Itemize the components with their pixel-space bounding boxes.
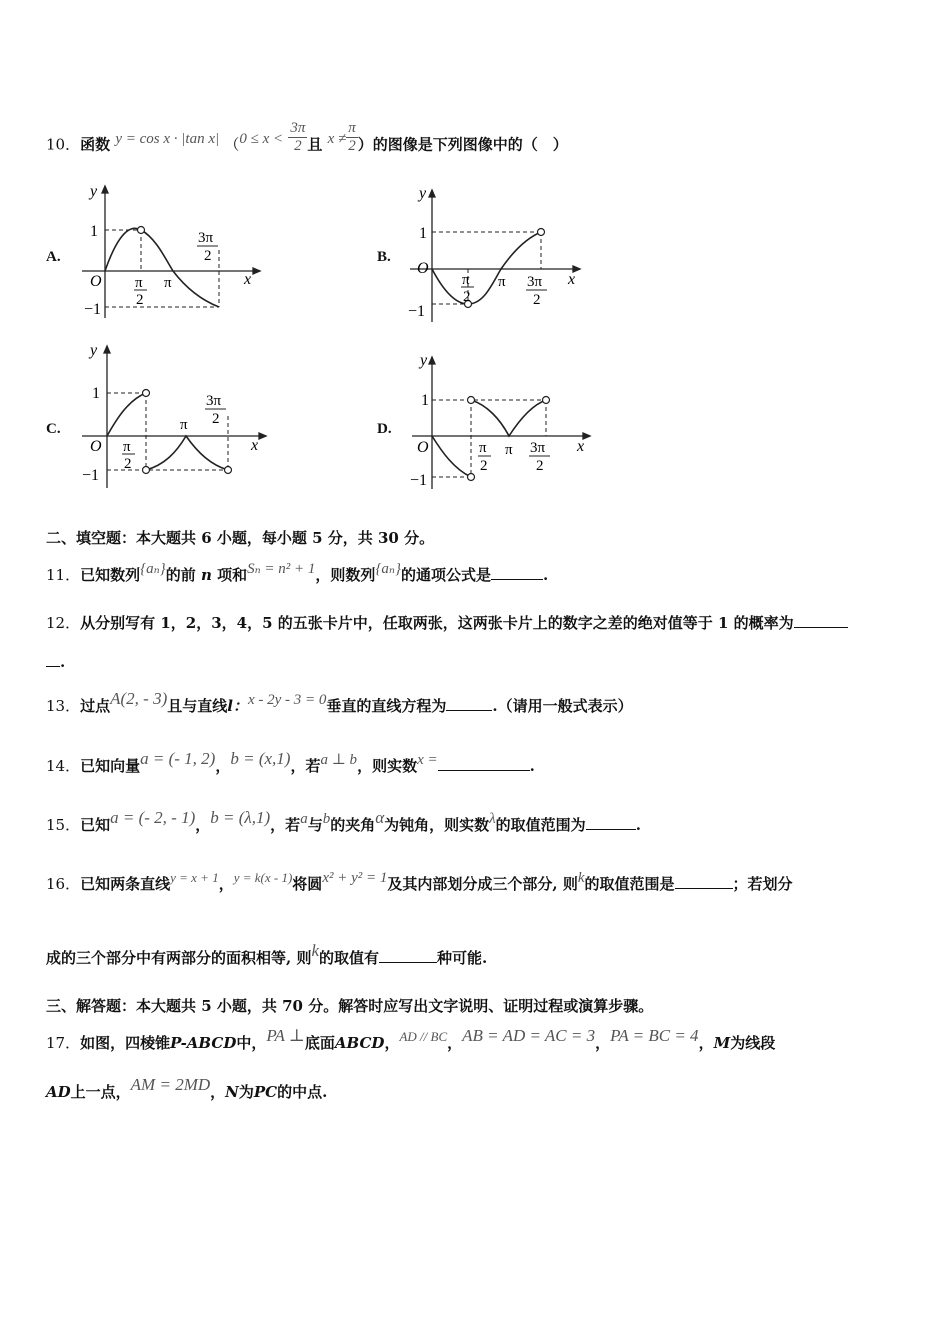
section-3-heading: 三、解答题：本大题共 5 小题，共 70 分。解答时应写出文字说明、证明过程或演算步骤。 [46, 997, 654, 1015]
q11-blank [491, 565, 543, 580]
graph-c-neg-one: −1 [82, 467, 100, 484]
q15-vector-b: b = (λ,1) [210, 808, 271, 827]
q11-line [46, 561, 549, 586]
q15-alpha: α [375, 808, 385, 827]
q17-eq2: PA = BC = 4 [610, 1026, 699, 1045]
q12-line [46, 613, 848, 633]
q15-vector-a: a = (- 2, - 1) [110, 808, 196, 827]
graph-c-pi-half-bot: 2 [124, 456, 132, 472]
q14-number: 14． [46, 757, 81, 775]
q16-line1: y = x + 1 [170, 870, 219, 885]
q16-text-line2: 成的三个部分中有两部分的面积相等, 则 [46, 949, 312, 967]
q10-frac-pi-2: $\frac{\pi}{2}$ [348, 120, 356, 154]
q17-text-l: 的中点. [277, 1083, 328, 1101]
graph-d-3pi-bot: 2 [536, 458, 544, 474]
q17-number: 17． [46, 1034, 81, 1052]
graph-d-origin: O [417, 439, 429, 456]
q13-line-eq: x - 2y - 3 = 0 [247, 692, 327, 708]
graph-d-x-label: x [577, 438, 585, 455]
q10-frac-3pi-2: $\frac{3\pi}{2}$ [290, 120, 306, 154]
q15-text-g: . [635, 816, 641, 834]
q10-and: 且 [307, 135, 323, 154]
q12-number: 12． [46, 614, 81, 632]
q17-pa-perp: PA ⊥ [266, 1026, 305, 1045]
q17-pyramid: P-ABCD [170, 1034, 237, 1052]
graph-a-pi: π [164, 275, 172, 291]
q17-text-i: 上一点， [70, 1083, 131, 1101]
graph-b-y-label: y [419, 185, 427, 202]
graph-c-3pi-top: 3π [206, 393, 222, 409]
graph-c-pi: π [180, 417, 188, 433]
q17-m: M [713, 1034, 731, 1052]
q16-blank-1 [675, 874, 733, 889]
graph-a-3pi-bot: 2 [204, 248, 212, 264]
q17-text-e: ， [447, 1034, 463, 1052]
q17-text-c: 底面 [304, 1034, 335, 1052]
q16-text-d: 的取值范围是 [584, 875, 675, 893]
q12-line-2 [46, 652, 65, 672]
q14-text-a: 已知向量 [80, 757, 141, 775]
graph-b-neg-one: −1 [408, 303, 426, 320]
graph-a-neg-one: −1 [84, 301, 102, 318]
q16-line2: y = k(x - 1) [233, 870, 293, 885]
q15-text-a: 已知 [80, 816, 111, 834]
q15-text-e: 为钝角，则实数 [384, 816, 490, 834]
graph-c-x-label: x [251, 437, 259, 454]
q11-n: n [200, 566, 212, 584]
q14-text-c: ，则实数 [357, 757, 418, 775]
q17-text-k: 为 [238, 1083, 254, 1101]
q11-text-c: 项和 [217, 566, 248, 584]
q15-text-f: 的取值范围为 [495, 816, 586, 834]
q10-text-post: ）的图像是下列图像中的（ ） [357, 135, 568, 154]
graph-c [76, 338, 276, 503]
graph-d-one: 1 [421, 392, 429, 409]
q17-n: N [225, 1083, 239, 1101]
q17-text-f: ， [595, 1034, 611, 1052]
graph-c-one: 1 [92, 385, 100, 402]
q16-text-e: ；若划分 [732, 875, 793, 893]
q13-text-c: 垂直的直线方程为 [326, 697, 447, 715]
q13-text-b: 且与直线 [167, 697, 228, 715]
q16-blank-2 [379, 948, 437, 963]
q11-sn: Sₙ = n² + 1 [247, 561, 316, 577]
q16-text-a: 已知两条直线 [80, 875, 171, 893]
q16-text-b: 将圆 [292, 875, 323, 893]
graph-a [76, 180, 266, 330]
q14-text-d: . [529, 757, 535, 775]
q13-number: 13． [46, 697, 81, 715]
graph-b-one: 1 [419, 225, 427, 242]
option-d-label: D. [377, 421, 392, 437]
graph-a-y-label: y [90, 183, 98, 200]
q12-tail: . [60, 653, 66, 671]
graph-a-3pi-top: 3π [198, 230, 214, 246]
q13-text-a: 过点 [80, 697, 111, 715]
graph-b [402, 180, 592, 330]
q15-sym-a: a [300, 811, 308, 827]
q14-blank [438, 756, 530, 771]
q16-text-f: 的取值有 [319, 949, 380, 967]
graph-a-x-label: x [244, 271, 252, 288]
q12-blank-cont [46, 652, 60, 667]
graph-b-origin: O [417, 260, 429, 277]
q14-comma: ， [215, 757, 231, 775]
q11-seq2: {aₙ} [375, 561, 402, 577]
graph-a-origin: O [90, 273, 102, 290]
q13-line [46, 689, 633, 717]
q15-text-c: 与 [307, 816, 323, 834]
q13-l: l： [227, 697, 248, 715]
q13-blank [446, 696, 492, 711]
q11-seq: {aₙ} [140, 561, 166, 577]
option-b-label: B. [377, 249, 391, 265]
q10-paren-open: （ [224, 135, 240, 154]
q17-pc: PC [253, 1083, 278, 1101]
q15-sym-b: b [322, 811, 331, 827]
q10-number: 10． [46, 135, 81, 154]
q10-cond1: 0 ≤ x < [239, 130, 284, 147]
q11-text-a: 已知数列 [80, 566, 141, 584]
q17-parallel: AD // BC [399, 1029, 448, 1044]
q17-text-j: ， [210, 1083, 226, 1101]
graph-a-one: 1 [90, 223, 98, 240]
q11-text-f: . [543, 566, 549, 584]
q16-k: k [577, 870, 585, 886]
q17-text-a: 如图，四棱锥 [80, 1034, 171, 1052]
q16-line [46, 870, 793, 895]
q16-number: 16． [46, 875, 81, 893]
graph-b-3pi-bot: 2 [533, 292, 541, 308]
graph-d-pi: π [505, 442, 513, 458]
q14-vector-a: a = (- 1, 2) [140, 749, 216, 768]
section-2-heading: 二、填空题：本大题共 6 小题，每小题 5 分，共 30 分。 [46, 529, 435, 547]
q15-text-d: 的夹角 [330, 816, 376, 834]
q17-text-h: 为线段 [730, 1034, 776, 1052]
q17-text-g: ， [698, 1034, 714, 1052]
graph-d-pi-half-top: π [479, 440, 487, 456]
q14-text-b: ，若 [290, 757, 321, 775]
graph-a-pi-half-top: π [135, 275, 143, 291]
q16-text-g: 种可能. [437, 949, 488, 967]
graph-a-pi-half-bot: 2 [136, 292, 144, 308]
graph-d-y-label: y [420, 352, 428, 369]
q11-text-e: 的通项公式是 [401, 566, 492, 584]
q17-am: AM = 2MD [130, 1075, 211, 1094]
q16-k-2: k [311, 941, 319, 960]
graph-d-neg-one: −1 [410, 472, 428, 489]
q16-comma: ， [218, 875, 234, 893]
q11-number: 11． [46, 566, 81, 584]
q11-text-d: ，则数列 [315, 566, 376, 584]
q17-text-d: ， [384, 1034, 400, 1052]
q14-perp: a ⊥ b [320, 752, 358, 768]
graph-c-origin: O [90, 438, 102, 455]
graph-c-y-label: y [90, 342, 98, 359]
q15-lambda: λ [489, 811, 496, 827]
graph-d [402, 347, 602, 497]
graph-c-3pi-bot: 2 [212, 411, 220, 427]
graph-b-3pi-top: 3π [527, 274, 543, 290]
q10-line [46, 120, 568, 163]
q15-blank [586, 815, 636, 830]
q10-text-pre: 函数 [80, 135, 111, 154]
q16-circle: x² + y² = 1 [322, 870, 388, 886]
graph-d-3pi-top: 3π [530, 440, 546, 456]
q12-blank [794, 613, 848, 628]
q14-line [46, 749, 535, 777]
q17-text-b: 中， [236, 1034, 267, 1052]
q17-line-2 [46, 1075, 328, 1102]
q14-vector-b: b = (x,1) [230, 749, 291, 768]
graph-b-pi: π [498, 274, 506, 290]
q13-point: A(2, - 3) [110, 689, 168, 708]
q13-text-d: .（请用一般式表示） [492, 697, 633, 715]
graph-b-x-label: x [568, 271, 576, 288]
q17-line [46, 1026, 776, 1054]
q10-cond2: x ≠ [327, 130, 347, 147]
graph-b-pi-half-top: π [462, 272, 470, 288]
q15-number: 15． [46, 816, 81, 834]
option-c-label: C. [46, 421, 61, 437]
q17-eq1: AB = AD = AC = 3 [462, 1026, 596, 1045]
q15-line [46, 808, 641, 836]
option-a-label: A. [46, 249, 61, 265]
q15-text-b: ，若 [270, 816, 301, 834]
q17-ad: AD [46, 1083, 71, 1101]
q10-function: y = cos x · |tan x| [115, 130, 220, 147]
q17-abcd: ABCD [334, 1034, 385, 1052]
graph-d-pi-half-bot: 2 [480, 458, 488, 474]
q11-text-b: 的前 [165, 566, 196, 584]
q15-comma: ， [195, 816, 211, 834]
graph-c-pi-half-top: π [123, 439, 131, 455]
q16-line-2 [46, 941, 488, 968]
q12-text: 从分别写有 1，2，3，4，5 的五张卡片中，任取两张，这两张卡片上的数字之差的绝对值等于 1 的概率为 [80, 614, 794, 632]
q14-x: x = [417, 752, 438, 768]
graph-b-pi-half-bot: 2 [463, 289, 471, 305]
q16-text-c: 及其内部划分成三个部分, 则 [387, 875, 578, 893]
